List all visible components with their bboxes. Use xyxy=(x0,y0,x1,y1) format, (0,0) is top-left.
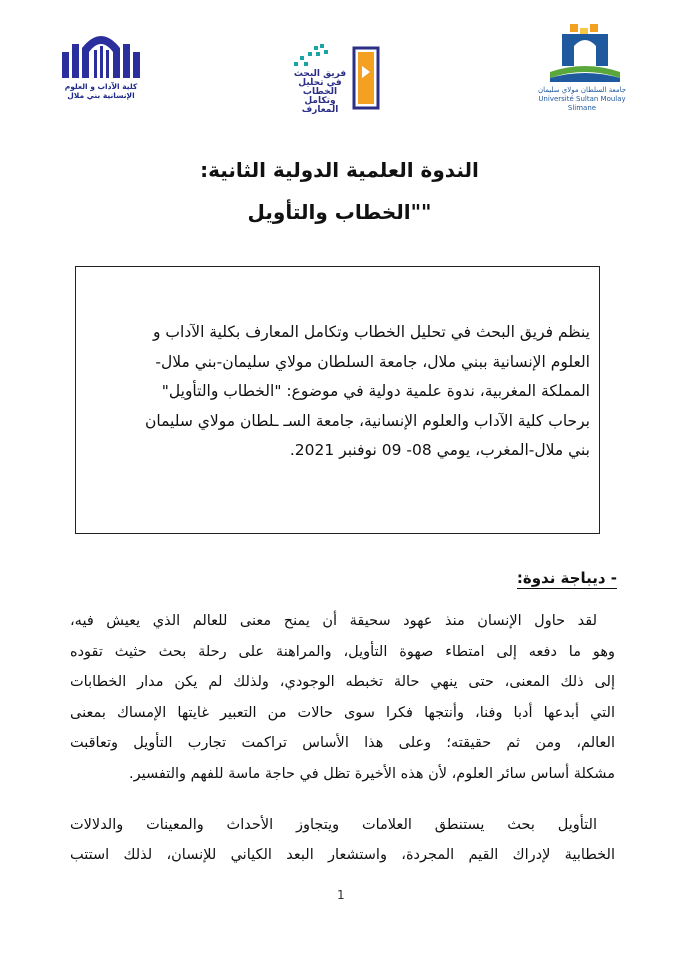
paragraph-line: التي أبدعها أدبا وفنا، وأنتجها فكرا سوى حالات من التعبير غايتها الإمساك بمعنى xyxy=(70,704,615,721)
university-logo-caption: جامعة السلطان مولاي سليمان Université Sultan Moulay Slimane xyxy=(537,86,627,112)
paragraph-line: إلى ذلك المعنى، حتى ينهي حالة تخبطه الوجودي، ولذلك لم يكن مدار الخطابات xyxy=(70,674,615,690)
research-team-logo-caption: فريق البحث في تحليل الخطاب وتكامل المعارف xyxy=(293,69,347,115)
conference-theme: ""الخطاب والتأويل xyxy=(247,200,432,224)
paragraph-line: مشكلة أساس سائر العلوم، لأن هذه الأخيرة تظل في حاجة ماسة للفهم والتفسير. xyxy=(128,765,615,782)
announcement-text xyxy=(84,318,590,466)
announcement-line: بني ملال-المغرب، يومي 08- 09 نوفنبر 2021. xyxy=(289,441,590,459)
paragraph-line: الخطابية لإدراك القيم المجردة، واستشعار البعد الكياني للإنسان، لذلك استتب xyxy=(70,847,615,863)
page-number: 1 xyxy=(337,888,345,902)
announcement-line: المملكة المغربية، ندوة علمية دولية في موضوع: "الخطاب والتأويل" xyxy=(161,382,590,400)
preamble-paragraph-1 xyxy=(70,606,615,789)
section-heading: - ديباجة ندوة: xyxy=(516,569,617,587)
faculty-logo-caption: كلية الآداب و العلوم الإنسانية بني ملال xyxy=(64,82,138,100)
paragraph-line: التأويل بحث يستنطق العلامات ويتجاوز الأحداث والمعينات والدلالات xyxy=(70,817,597,833)
paragraph-line: وهو ما دفعه إلى امتطاء صهوة التأويل، والمراهنة على رحلة بحث حثيث تقوده xyxy=(70,643,615,660)
announcement-line: برحاب كلية الآداب والعلوم الإنسانية، جامعة السـ ـلطان مولاي سليمان xyxy=(144,411,590,430)
paragraph-line: لقد حاول الإنسان منذ عهود سحيقة أن يمنح معنى للعالم الذي يعيش فيه، xyxy=(70,613,597,629)
announcement-line: العلوم الإنسانية ببني ملال، جامعة السلطان مولاي سليمان-بني ملال- xyxy=(155,352,590,371)
conference-title: الندوة العلمية الدولية الثانية: xyxy=(200,158,479,182)
announcement-line: ينظم فريق البحث في تحليل الخطاب وتكامل المعارف بكلية الآداب و xyxy=(153,323,590,341)
paragraph-line: العالم، ومن ثم حقيقته؛ وعلى هذا الأساس تراكمت تجارب التأويل وتعاقبت xyxy=(70,735,615,751)
preamble-paragraph-2 xyxy=(70,810,615,870)
